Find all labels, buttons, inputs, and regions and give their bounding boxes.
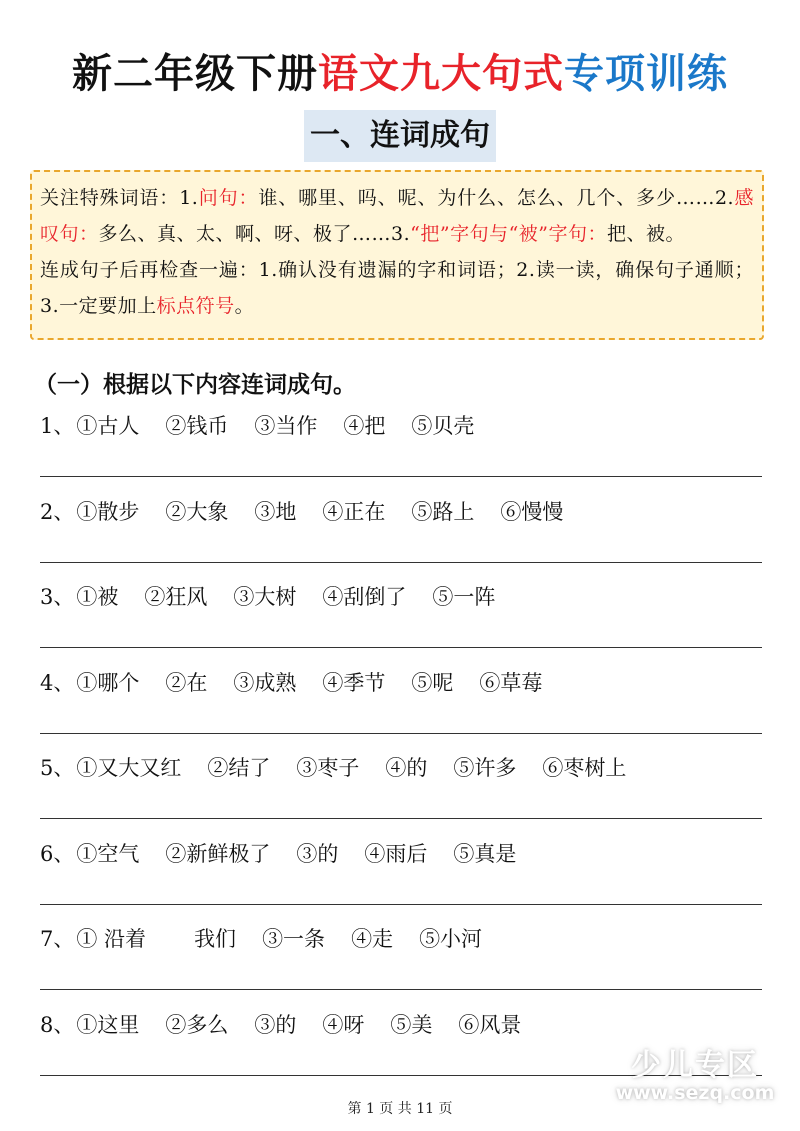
- word-option: ⑤真是: [453, 841, 517, 866]
- question-item: [40, 752, 760, 782]
- subsection-heading: （一）根据以下内容连词成句。: [34, 371, 356, 398]
- word-option: ⑤小河: [419, 927, 483, 951]
- answer-line[interactable]: [40, 904, 762, 905]
- question-number: 6、: [40, 841, 75, 866]
- word-option: ②狂风: [144, 585, 208, 609]
- title-part-grade: 新二年级下册: [72, 51, 318, 97]
- word-option: ④雨后: [364, 841, 428, 866]
- answer-line[interactable]: [40, 818, 762, 819]
- answer-line[interactable]: [40, 562, 762, 563]
- question-text: [40, 838, 760, 868]
- tips-text: 。: [234, 295, 255, 317]
- question-item: [40, 838, 760, 868]
- word-option: ④季节: [322, 670, 386, 695]
- question-text: [40, 667, 760, 697]
- question-item: [40, 1009, 760, 1039]
- word-option: ①空气: [76, 841, 140, 866]
- word-option: 我们: [194, 927, 237, 951]
- word-option: ②大象: [165, 499, 229, 524]
- question-number: 4、: [40, 670, 75, 695]
- word-option: ③的: [254, 1012, 297, 1037]
- question-number: 5、: [40, 756, 75, 780]
- question-number: 7、: [40, 927, 75, 951]
- page-footer: 第 1 页 共 11 页: [347, 1101, 453, 1117]
- word-option: ⑥风景: [458, 1012, 522, 1037]
- question-item: [40, 410, 760, 440]
- title-part-topic: 语文九大句式: [318, 51, 564, 97]
- question-number: 1、: [40, 414, 75, 438]
- word-option: ④正在: [322, 499, 386, 524]
- word-option: ⑥慢慢: [500, 499, 564, 524]
- answer-line[interactable]: [40, 647, 762, 648]
- word-option: ⑥草莓: [479, 670, 543, 695]
- word-option: ①古人: [76, 414, 140, 438]
- tips-box: [30, 170, 764, 340]
- answer-line[interactable]: [40, 989, 762, 990]
- word-option: ②多么: [165, 1012, 229, 1037]
- word-option: ⑤路上: [411, 499, 475, 524]
- page-title: [0, 42, 800, 99]
- word-option: ⑤许多: [453, 756, 517, 780]
- tips-paragraph-2: [40, 252, 754, 324]
- question-number: 2、: [40, 499, 75, 524]
- tips-highlight-punctuation: 标点符号: [156, 295, 235, 317]
- word-option: ①被: [76, 585, 119, 609]
- question-text: [40, 1009, 760, 1039]
- title-part-training: 专项训练: [564, 51, 728, 97]
- question-number: 8、: [40, 1012, 75, 1037]
- tips-text: 多么、真、太、啊、呀、极了……3.: [98, 223, 411, 245]
- word-option: ②结了: [207, 756, 271, 780]
- question-number: 3、: [40, 585, 75, 609]
- tips-paragraph-1: [40, 180, 754, 252]
- word-option: ②新鲜极了: [165, 841, 271, 866]
- word-option: ④的: [385, 756, 428, 780]
- word-option: ④把: [343, 414, 386, 438]
- answer-line[interactable]: [40, 733, 762, 734]
- question-item: [40, 581, 760, 611]
- word-option: ①散步: [76, 499, 140, 524]
- tips-highlight-question: 问句：: [198, 187, 259, 209]
- word-option: ③一条: [262, 927, 326, 951]
- answer-line[interactable]: [40, 476, 762, 477]
- question-item: [40, 496, 760, 526]
- word-option: ⑥枣树上: [542, 756, 627, 780]
- word-option: ③当作: [254, 414, 318, 438]
- tips-text: 关注特殊词语：1.: [40, 187, 199, 209]
- word-option: ⑤呢: [411, 670, 454, 695]
- question-text: [40, 410, 760, 440]
- word-option: ④刮倒了: [322, 585, 407, 609]
- word-option: ③的: [296, 841, 339, 866]
- word-option: ④呀: [322, 1012, 365, 1037]
- word-option: ① 沿着: [76, 927, 147, 951]
- word-option: ③成熟: [233, 670, 297, 695]
- word-option: ②在: [165, 670, 208, 695]
- word-option: ③枣子: [296, 756, 360, 780]
- question-item: [40, 667, 760, 697]
- word-option: ⑤一阵: [432, 585, 496, 609]
- watermark-logo: [605, 1040, 785, 1104]
- tips-text: 把、被。: [607, 223, 686, 245]
- question-text: [40, 752, 760, 782]
- section-title: 一、连词成句: [304, 110, 496, 162]
- word-option: ③地: [254, 499, 297, 524]
- question-text: [40, 923, 760, 953]
- tips-highlight-exclamation: 感叹句：: [40, 187, 754, 245]
- question-text: [40, 496, 760, 526]
- watermark-url: www.sezq.com: [615, 1082, 775, 1104]
- watermark-text: 少儿专区: [631, 1048, 759, 1083]
- tips-text: 谁、哪里、吗、呢、为什么、怎么、几个、多少……2.: [258, 187, 735, 209]
- word-option: ①又大又红: [76, 756, 182, 780]
- word-option: ③大树: [233, 585, 297, 609]
- word-option: ①这里: [76, 1012, 140, 1037]
- question-item: [40, 923, 760, 953]
- tips-highlight-ba-bei: “把”字句与“被”字句：: [410, 223, 608, 245]
- word-option: ④走: [351, 927, 394, 951]
- tips-text: 连成句子后再检查一遍：1.确认没有遗漏的字和词语；2.读一读，确保句子通顺；3.一定要加上: [40, 259, 754, 317]
- question-text: [40, 581, 760, 611]
- word-option: ①哪个: [76, 670, 140, 695]
- word-option: ⑤贝壳: [411, 414, 475, 438]
- word-option: ⑤美: [390, 1012, 433, 1037]
- word-option: ②钱币: [165, 414, 229, 438]
